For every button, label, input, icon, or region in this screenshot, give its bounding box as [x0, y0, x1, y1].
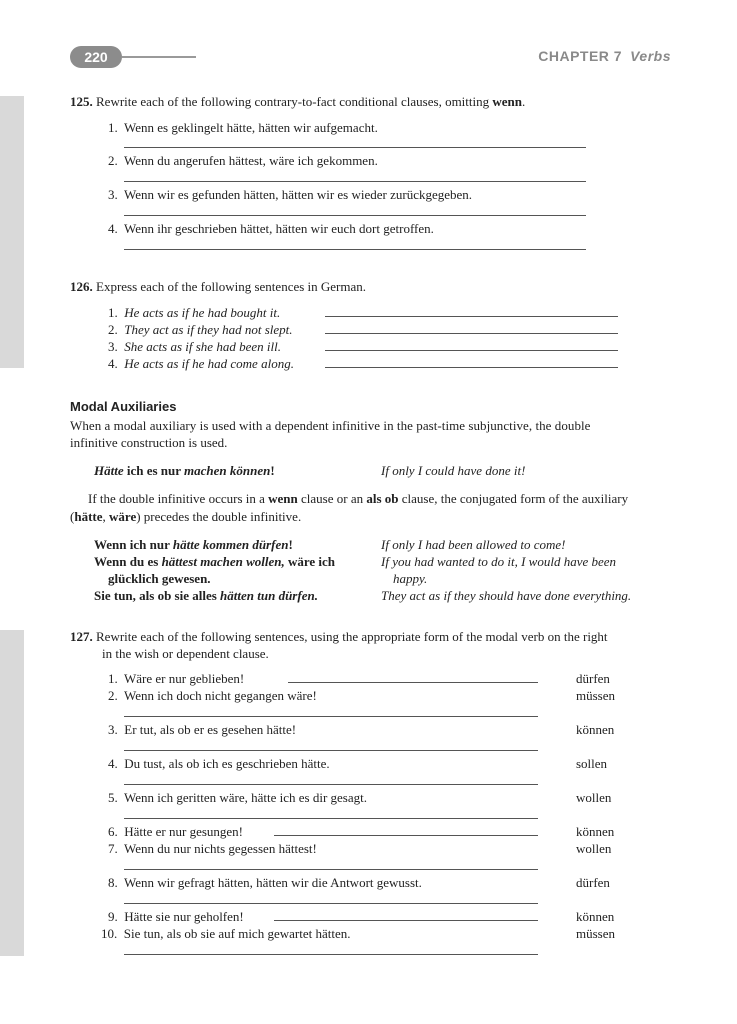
item-number: 1. [108, 671, 118, 686]
modal-verb: können [576, 909, 615, 924]
ex127-item-5 [108, 790, 367, 806]
page-number-badge: 220 [70, 46, 122, 68]
modal-verb: müssen [576, 926, 615, 941]
item-text: Wenn du nur nichts gegessen hättest! [124, 841, 317, 856]
example-a-german [94, 537, 293, 553]
instruction-bold: wenn [492, 94, 522, 109]
example-b-english: If you had wanted to do it, I would have been [381, 554, 617, 569]
answer-line[interactable] [124, 215, 586, 216]
text-bold: wäre [109, 509, 137, 524]
text: , [102, 509, 110, 524]
item-number: 1. [108, 305, 118, 320]
instruction-text: Rewrite each of the following sentences, using the appropriate form of the modal verb on the right [96, 629, 608, 644]
text: clause or an [297, 491, 367, 506]
item-text: Sie tun, als ob sie auf mich gewartet hätten. [123, 926, 351, 941]
example-b-german [94, 554, 335, 570]
text-bold-italic: Hätte [94, 463, 124, 478]
answer-line[interactable] [288, 682, 538, 683]
text-bold-italic: hätten tun dürfen. [220, 588, 318, 603]
item-text: Wenn ich doch nicht gegangen wäre! [124, 688, 317, 703]
answer-line[interactable] [124, 784, 538, 785]
modal-verb: wollen [576, 790, 612, 805]
intro-line-1: When a modal auxiliary is used with a dependent infinitive in the past-time subjunctive, the double [70, 418, 591, 433]
item-text: She acts as if she had been ill. [124, 339, 281, 354]
answer-line[interactable] [325, 316, 618, 317]
example-b-english-cont: happy. [393, 571, 428, 586]
answer-line[interactable] [325, 367, 618, 368]
ex127-item-8 [108, 875, 422, 891]
exercise-127-instruction-cont: in the wish or dependent clause. [102, 646, 269, 661]
text-bold-italic: hättest machen wollen, [161, 554, 285, 569]
item-number: 6. [108, 824, 118, 839]
item-text: Wenn wir gefragt hätten, hätten wir die Antwort gewusst. [124, 875, 422, 890]
exercise-number: 125. [70, 94, 93, 109]
ex126-item-2 [108, 322, 293, 338]
item-number: 5. [108, 790, 118, 805]
side-tab-upper [0, 96, 24, 368]
item-number: 3. [108, 722, 118, 737]
ex125-item-3 [108, 187, 472, 203]
text-bold: als ob [366, 491, 399, 506]
ex125-item-1 [108, 120, 378, 136]
instruction-end: . [522, 94, 526, 109]
item-number: 1. [108, 120, 118, 135]
item-text: Wenn ich geritten wäre, hätte ich es dir gesagt. [124, 790, 367, 805]
exercise-number: 127. [70, 629, 93, 644]
text-bold: Wenn du es [94, 554, 162, 569]
example-1-german [94, 463, 275, 479]
text-bold: wenn [268, 491, 298, 506]
example-a-english: If only I had been allowed to come! [381, 537, 566, 552]
instruction-text: Express each of the following sentences in German. [96, 279, 367, 294]
answer-line[interactable] [124, 818, 538, 819]
text-bold: hätte [74, 509, 103, 524]
item-text: Wenn ihr geschrieben hättet, hätten wir euch dort getroffen. [124, 221, 434, 236]
text-bold: ich es nur [123, 463, 185, 478]
answer-line[interactable] [124, 147, 586, 148]
example-1-english: If only I could have done it! [381, 463, 526, 478]
ex127-item-1 [108, 671, 244, 687]
ex127-item-4 [108, 756, 330, 772]
ex127-item-2 [108, 688, 317, 704]
item-number: 7. [108, 841, 118, 856]
exercise-125-instruction [70, 94, 525, 110]
item-number: 4. [108, 756, 118, 771]
item-number: 4. [108, 221, 118, 236]
answer-line[interactable] [124, 716, 538, 717]
answer-line[interactable] [274, 920, 538, 921]
item-text: Du tust, als ob ich es geschrieben hätte. [124, 756, 330, 771]
item-text: Wäre er nur geblieben! [124, 671, 245, 686]
answer-line[interactable] [124, 954, 538, 955]
intro-line-2: infinitive construction is used. [70, 435, 228, 450]
item-number: 2. [108, 153, 118, 168]
modal-verb: wollen [576, 841, 612, 856]
ex127-item-9 [108, 909, 244, 925]
modal-verb: sollen [576, 756, 608, 771]
text-bold: wäre ich [284, 554, 336, 569]
text: If the double infinitive occurs in a [88, 491, 269, 506]
side-tab-lower [0, 630, 24, 956]
item-text: Wenn du angerufen hättest, wäre ich gekommen. [124, 153, 378, 168]
modal-verb: dürfen [576, 671, 610, 686]
paragraph-2-line-2 [70, 509, 301, 525]
text-bold: ! [288, 537, 293, 552]
section-heading: Modal Auxiliaries [70, 399, 177, 414]
answer-line[interactable] [124, 249, 586, 250]
instruction-text: Rewrite each of the following contrary-to-fact conditional clauses, omitting [96, 94, 493, 109]
answer-line[interactable] [274, 835, 538, 836]
text-bold-italic: hätte kommen dürfen [172, 537, 289, 552]
item-text: He acts as if he had come along. [124, 356, 294, 371]
header-rule [122, 56, 196, 58]
chapter-label: CHAPTER 7 [538, 48, 623, 64]
exercise-127-instruction [70, 629, 608, 645]
ex125-item-2 [108, 153, 378, 169]
item-number: 4. [108, 356, 118, 371]
answer-line[interactable] [124, 903, 538, 904]
text-bold: Sie tun, als ob sie alles [94, 588, 221, 603]
text-bold-italic: machen können [184, 463, 271, 478]
exercise-126-instruction [70, 279, 366, 295]
answer-line[interactable] [124, 750, 538, 751]
example-c-german [94, 588, 318, 604]
item-text: Wenn wir es gefunden hätten, hätten wir es wieder zurückgegeben. [124, 187, 473, 202]
modal-verb: müssen [576, 688, 615, 703]
ex125-item-4 [108, 221, 434, 237]
answer-line[interactable] [325, 350, 618, 351]
text: ( [70, 509, 75, 524]
text: clause, the conjugated form of the auxiliary [398, 491, 629, 506]
ex126-item-4 [108, 356, 294, 372]
text: ) precedes the double infinitive. [136, 509, 302, 524]
modal-verb: können [576, 722, 615, 737]
item-text: He acts as if he had bought it. [124, 305, 281, 320]
item-text: Wenn es geklingelt hätte, hätten wir aufgemacht. [124, 120, 378, 135]
item-number: 2. [108, 322, 118, 337]
answer-line[interactable] [124, 181, 586, 182]
example-c-english: They act as if they should have done everything. [381, 588, 632, 603]
ex126-item-1 [108, 305, 280, 321]
ex127-item-7 [108, 841, 317, 857]
modal-verb: dürfen [576, 875, 610, 890]
ex126-item-3 [108, 339, 281, 355]
item-number: 3. [108, 339, 118, 354]
item-text: They act as if they had not slept. [124, 322, 293, 337]
ex127-item-6 [108, 824, 243, 840]
text-bold: ! [270, 463, 275, 478]
exercise-number: 126. [70, 279, 93, 294]
text-bold: Wenn ich nur [94, 537, 173, 552]
chapter-title: Verbs [630, 48, 671, 64]
item-number: 3. [108, 187, 118, 202]
ex127-item-10 [101, 926, 350, 942]
item-text: Hätte sie nur geholfen! [124, 909, 244, 924]
item-number: 2. [108, 688, 118, 703]
paragraph-2-line-1 [88, 491, 628, 507]
answer-line[interactable] [325, 333, 618, 334]
modal-verb: können [576, 824, 615, 839]
example-b-german-cont: glücklich gewesen. [108, 571, 211, 586]
item-number: 10. [101, 926, 118, 941]
item-number: 8. [108, 875, 118, 890]
item-text: Er tut, als ob er es gesehen hätte! [124, 722, 297, 737]
answer-line[interactable] [124, 869, 538, 870]
ex127-item-3 [108, 722, 296, 738]
item-number: 9. [108, 909, 118, 924]
item-text: Hätte er nur gesungen! [124, 824, 244, 839]
chapter-header [538, 48, 671, 64]
